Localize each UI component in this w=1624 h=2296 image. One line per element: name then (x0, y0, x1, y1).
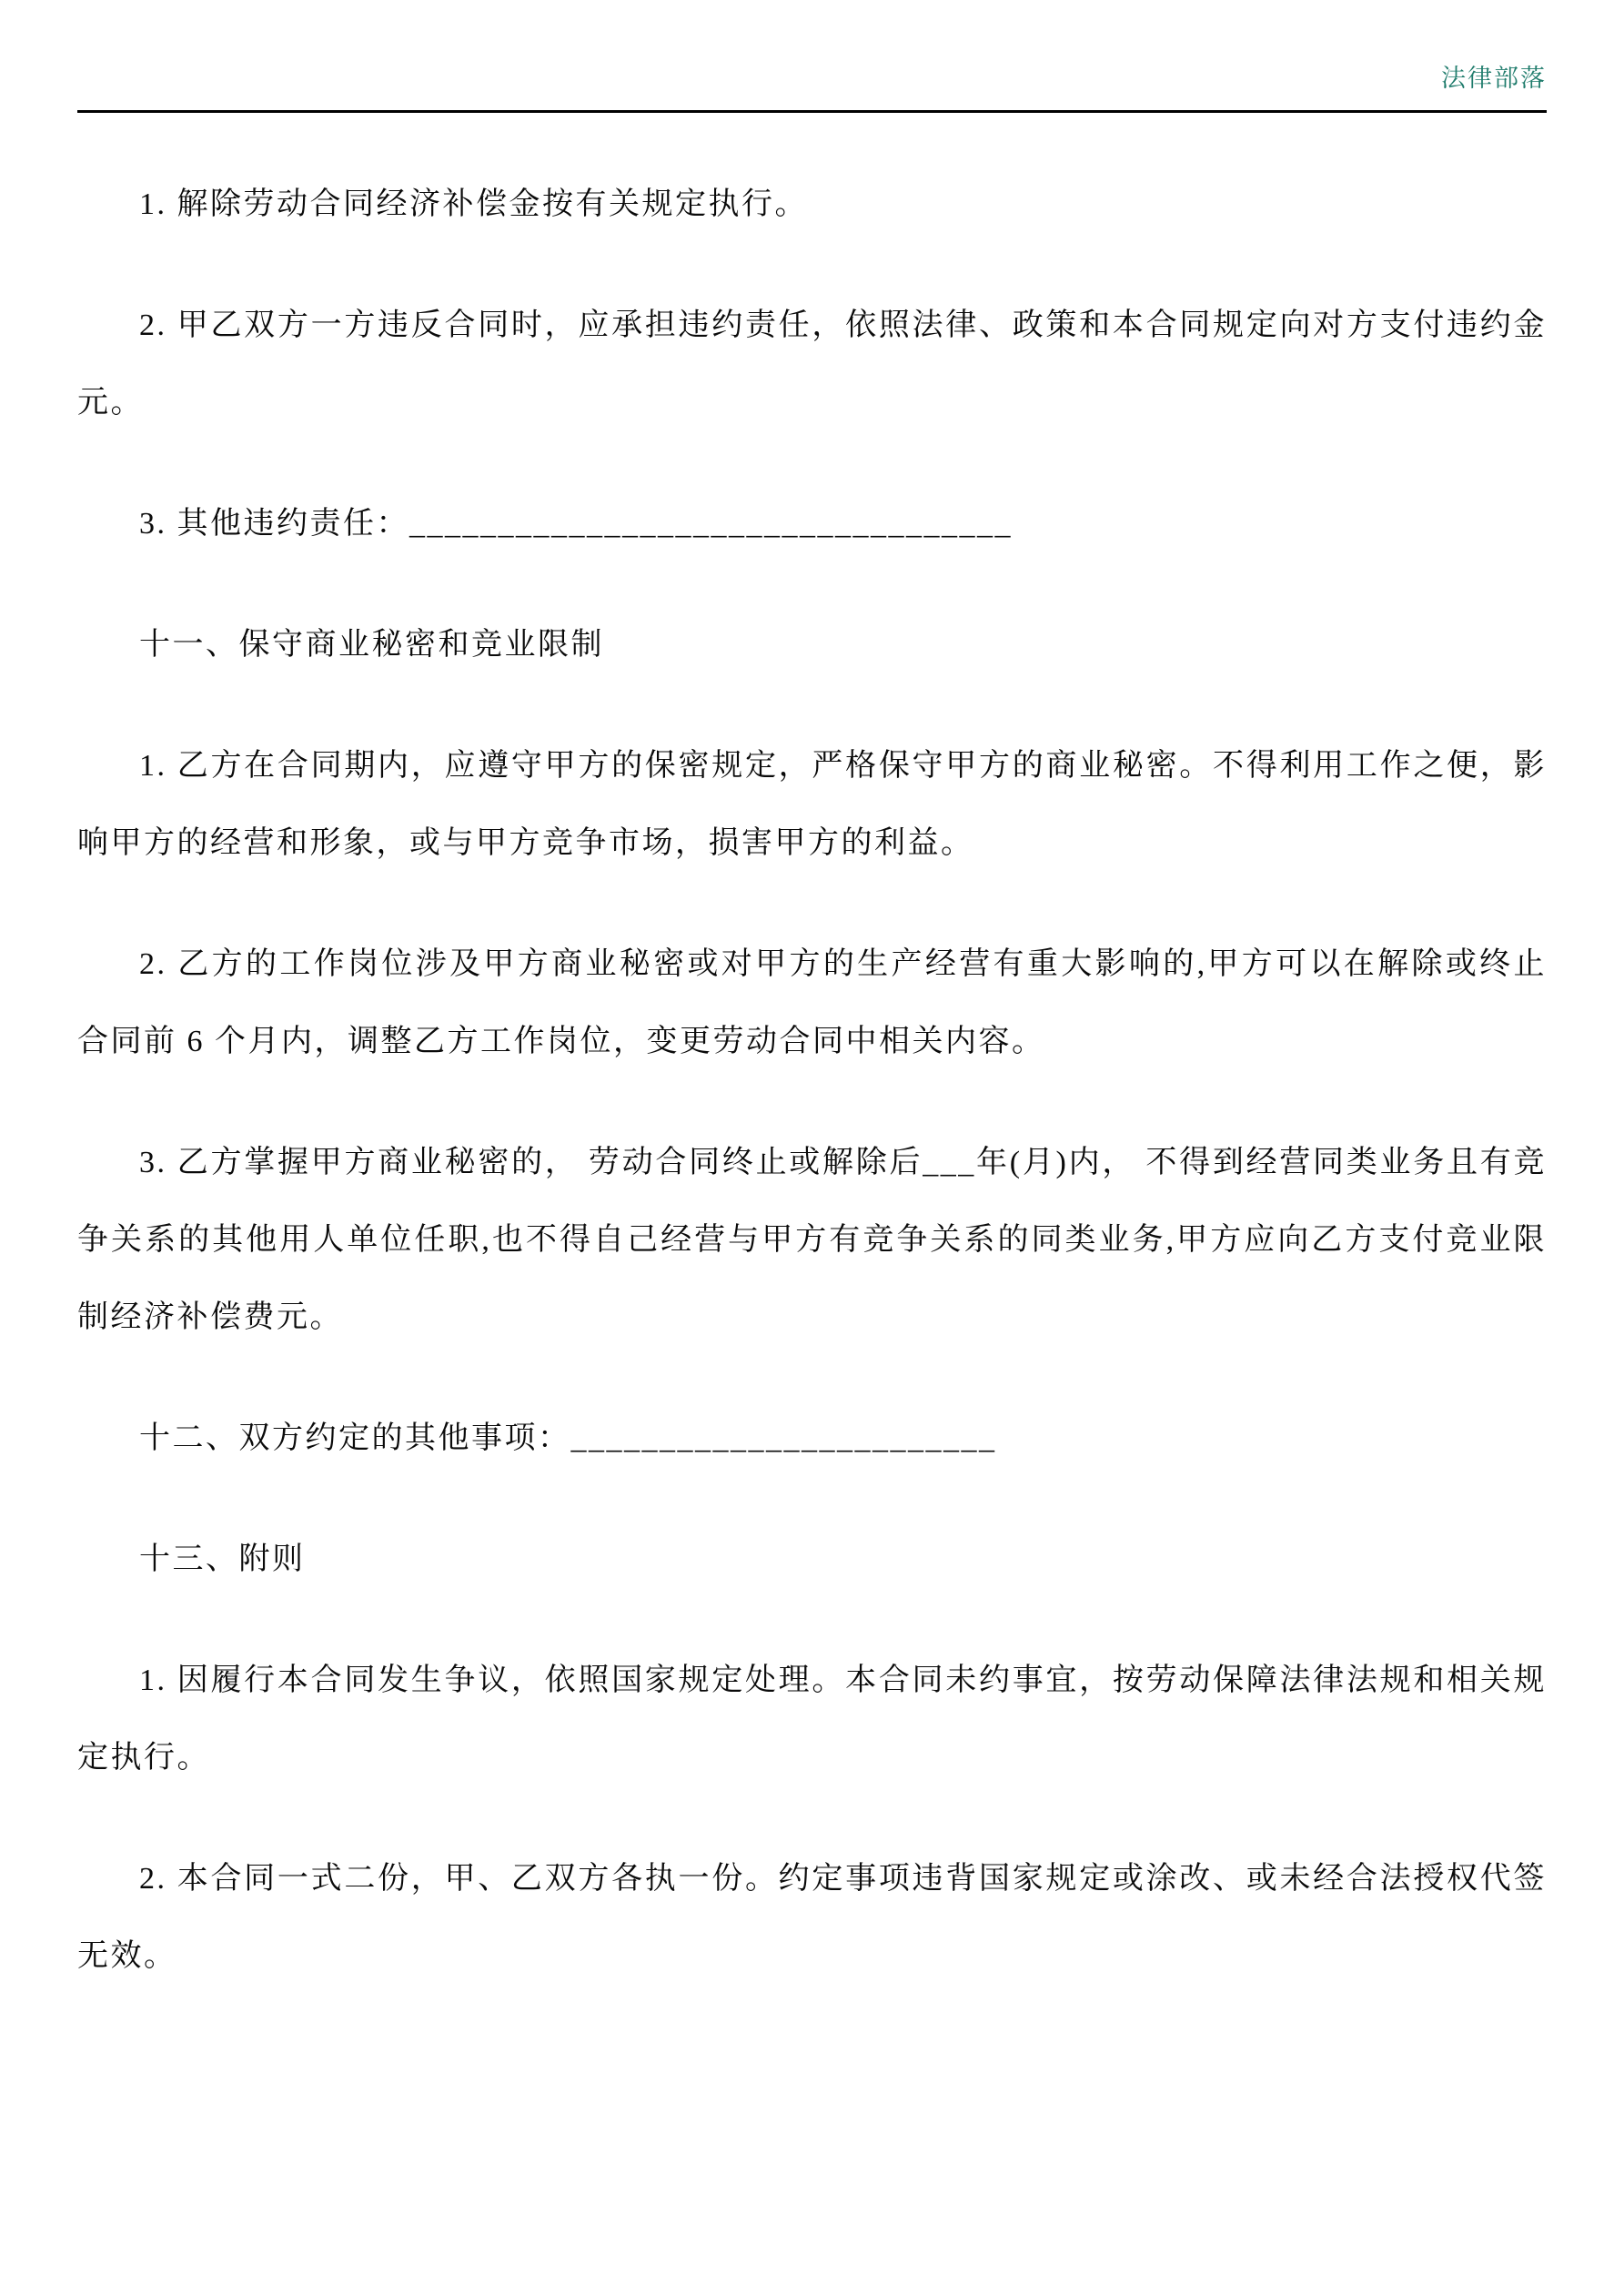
contract-paragraph: 1. 因履行本合同发生争议，依照国家规定处理。本合同未约事宜，按劳动保障法律法规和相关规定执行。 (77, 1664, 1547, 1775)
contract-paragraph: 2. 本合同一式二份，甲、乙双方各执一份。约定事项违背国家规定或涂改、或未经合法授权代签无效。 (77, 1862, 1547, 1973)
document-header (77, 58, 1547, 113)
contract-paragraph: 十三、附则 (139, 1542, 306, 1576)
contract-paragraph: 十一、保守商业秘密和竞业限制 (139, 628, 604, 662)
contract-paragraph: 2. 乙方的工作岗位涉及甲方商业秘密或对甲方的生产经营有重大影响的,甲方可以在解除或终止合同前 6 个月内，调整乙方工作岗位，变更劳动合同中相关内容。 (77, 947, 1547, 1058)
contract-paragraph: 3. 乙方掌握甲方商业秘密的， 劳动合同终止或解除后___年(月)内， 不得到经营同类业务且有竞争关系的其他用人单位任职,也不得自己经营与甲方有竞争关系的同类业务,甲方应向乙方支付竞业限制经济补偿费元。 (77, 1146, 1547, 1334)
contract-body (77, 113, 1547, 1995)
contract-paragraph: 1. 乙方在合同期内，应遵守甲方的保密规定，严格保守甲方的商业秘密。不得利用工作之便，影响甲方的经营和形象，或与甲方竞争市场，损害甲方的利益。 (77, 749, 1547, 860)
contract-paragraph: 1. 解除劳动合同经济补偿金按有关规定执行。 (139, 187, 808, 221)
contract-paragraph: 3. 其他违约责任：__________________________________ (139, 507, 1013, 541)
contract-paragraph: 2. 甲乙双方一方违反合同时，应承担违约责任，依照法律、政策和本合同规定向对方支付违约金元。 (77, 308, 1547, 420)
brand-watermark: 法律部落 (1441, 65, 1547, 92)
contract-paragraph: 十二、双方约定的其他事项：________________________ (139, 1421, 997, 1455)
